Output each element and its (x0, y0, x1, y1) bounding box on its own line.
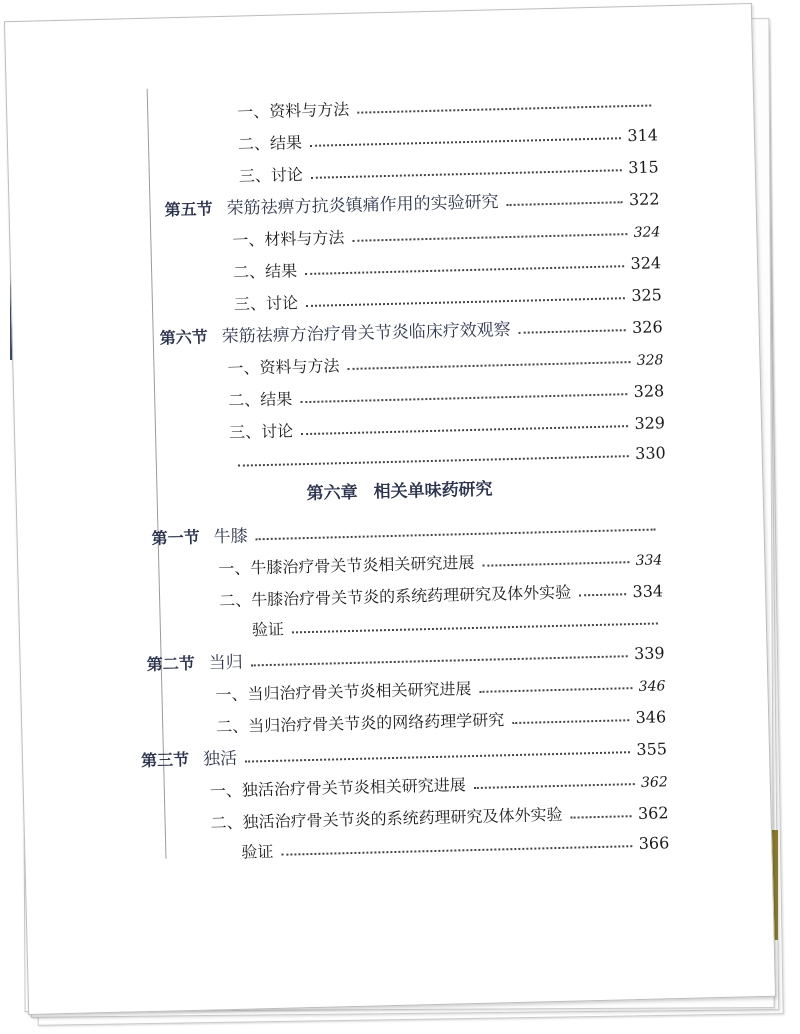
section-title: 牛膝 (213, 526, 248, 548)
toc-entry-page: 315 (627, 157, 659, 178)
leader-dots (245, 751, 630, 762)
leader-dots (474, 783, 635, 789)
toc-entry-label: 二、牛膝治疗骨关节炎的系统药理研究及体外实验 (218, 582, 572, 611)
leader-dots (238, 455, 629, 467)
section-number: 第二节 (146, 653, 195, 674)
leader-dots (507, 201, 623, 206)
leader-dots (482, 561, 629, 567)
leader-dots (579, 593, 626, 596)
toc-entry-page: 339 (633, 643, 665, 664)
toc-entry-page: 329 (634, 413, 666, 433)
toc-entry-page: 326 (631, 317, 663, 338)
leader-dots (305, 265, 624, 275)
leader-dots (357, 104, 651, 113)
toc-entry-page: 324 (630, 253, 662, 274)
leader-dots (348, 361, 631, 370)
leader-dots (292, 622, 658, 633)
table-of-contents (5, 4, 751, 862)
leader-dots (519, 329, 626, 334)
toc-entry-label: 一、当归治疗骨关节炎相关研究进展 (215, 679, 472, 705)
section-number: 第五节 (164, 199, 213, 220)
toc-entry-page: 346 (635, 707, 667, 728)
leader-dots (352, 233, 627, 242)
toc-entry-label: 一、资料与方法 (237, 99, 350, 122)
section-number: 第一节 (151, 527, 200, 548)
toc-entry-label: 一、独活治疗骨关节炎相关研究进展 (209, 775, 467, 801)
section-title: 荣筋祛痹方治疗骨关节炎临床疗效观察 (221, 320, 511, 348)
section-number: 第三节 (140, 749, 190, 771)
toc-entry-label: 三、讨论 (228, 421, 294, 442)
toc-entry-label: 验证 (241, 841, 274, 862)
toc-entry-label: 三、讨论 (233, 293, 299, 314)
leader-dots (310, 137, 621, 147)
toc-entry[interactable] (237, 84, 658, 122)
toc-entry-page: 314 (627, 125, 659, 146)
toc-entry[interactable] (238, 148, 659, 186)
leader-dots (301, 425, 628, 435)
leader-dots (300, 393, 627, 403)
toc-entry-page: 325 (631, 285, 663, 306)
section-title: 独活 (202, 748, 238, 770)
leader-dots (571, 815, 632, 819)
section-title: 荣筋祛痹方抗炎镇痛作用的实验研究 (226, 192, 499, 219)
toc-entry-label: 二、结果 (228, 389, 293, 410)
toc-entry-page: 334 (632, 581, 664, 602)
leader-dots (311, 169, 622, 179)
chapter-title: 相关单味药研究 (373, 479, 493, 503)
leader-dots (281, 845, 632, 856)
chapter-number: 第六章 (306, 482, 358, 505)
leader-dots (251, 655, 628, 666)
toc-entry-page: 328 (633, 381, 665, 402)
section-title: 当归 (208, 652, 243, 674)
toc-entry-label: 一、资料与方法 (227, 356, 340, 378)
toc-entry-page: 328 (636, 352, 664, 369)
leader-dots (479, 687, 632, 693)
toc-entry-label: 二、结果 (237, 133, 303, 154)
toc-entry-page: 334 (635, 552, 663, 570)
leader-dots (256, 529, 656, 541)
chapter-heading[interactable] (306, 474, 493, 504)
leader-dots (306, 297, 625, 307)
toc-entry-page: 362 (640, 774, 668, 791)
toc-entry-label: 一、牛膝治疗骨关节炎相关研究进展 (218, 552, 475, 579)
toc-page (4, 3, 776, 1015)
toc-entry-page: 366 (638, 833, 670, 854)
toc-entry-page: 330 (634, 443, 666, 463)
toc-entry-page: 355 (636, 739, 668, 760)
toc-entry-label: 二、独活治疗骨关节炎的系统药理研究及体外实验 (210, 804, 563, 833)
section-number: 第六节 (159, 327, 208, 348)
toc-entry-label: 三、讨论 (238, 165, 304, 186)
toc-entry-page: 362 (637, 803, 669, 824)
toc-entry-page: 346 (638, 678, 666, 695)
toc-entry-page: 324 (633, 224, 661, 241)
toc-entry-label: 二、当归治疗骨关节炎的网络药理学研究 (216, 710, 505, 737)
toc-entry-label: 验证 (251, 619, 285, 640)
leader-dots (512, 719, 629, 724)
toc-entry-label: 二、结果 (232, 261, 298, 282)
toc-entry-page: 322 (628, 189, 660, 210)
toc-entry-label: 一、材料与方法 (232, 228, 345, 250)
